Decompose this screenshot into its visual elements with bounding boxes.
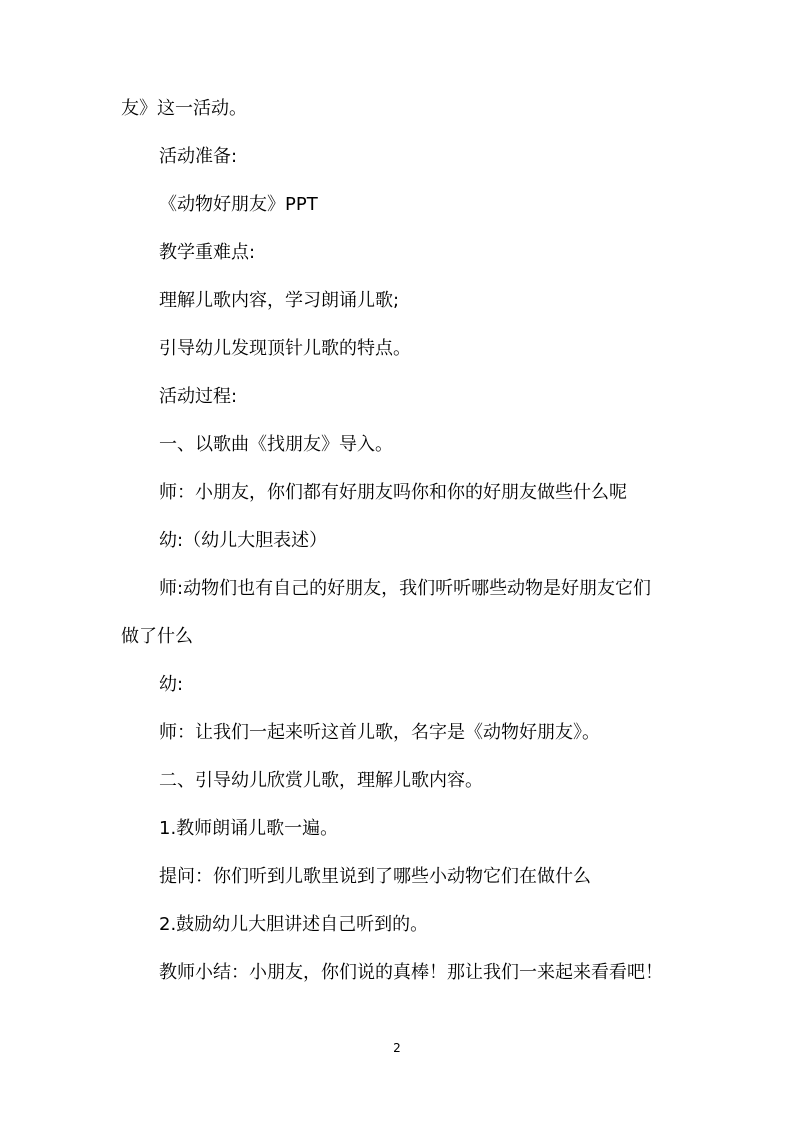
section-heading: 教学重难点: — [159, 242, 256, 263]
text-line: 做了什么 — [121, 626, 193, 647]
text-line: 幼:（幼儿大胆表述） — [159, 530, 328, 551]
section-heading: 活动过程: — [159, 386, 238, 407]
text-line: 引导幼儿发现顶针儿歌的特点。 — [159, 338, 411, 359]
text-line: 友》这一活动。 — [121, 98, 247, 119]
text-line: 一、以歌曲《找朋友》导入。 — [159, 434, 393, 455]
text-line: 师:动物们也有自己的好朋友，我们听听哪些动物是好朋友它们 — [159, 578, 652, 599]
text-line: 教师小结：小朋友，你们说的真棒！那让我们一来起来看看吧！ — [159, 962, 663, 983]
text-line: 二、引导幼儿欣赏儿歌，理解儿歌内容。 — [159, 770, 483, 791]
text-line: 师：让我们一起来听这首儿歌，名字是《动物好朋友》。 — [159, 722, 600, 743]
section-heading: 活动准备: — [159, 146, 238, 167]
text-line: 《动物好朋友》PPT — [159, 194, 318, 215]
page-number: 2 — [393, 1041, 401, 1055]
text-line: 提问：你们听到儿歌里说到了哪些小动物它们在做什么 — [159, 866, 591, 887]
text-line: 2.鼓励幼儿大胆讲述自己听到的。 — [159, 914, 429, 935]
text-line: 1.教师朗诵儿歌一遍。 — [159, 818, 339, 839]
text-line: 师：小朋友，你们都有好朋友吗你和你的好朋友做些什么呢 — [159, 482, 627, 503]
text-line: 理解儿歌内容，学习朗诵儿歌; — [159, 290, 400, 311]
text-line: 幼: — [159, 674, 184, 695]
